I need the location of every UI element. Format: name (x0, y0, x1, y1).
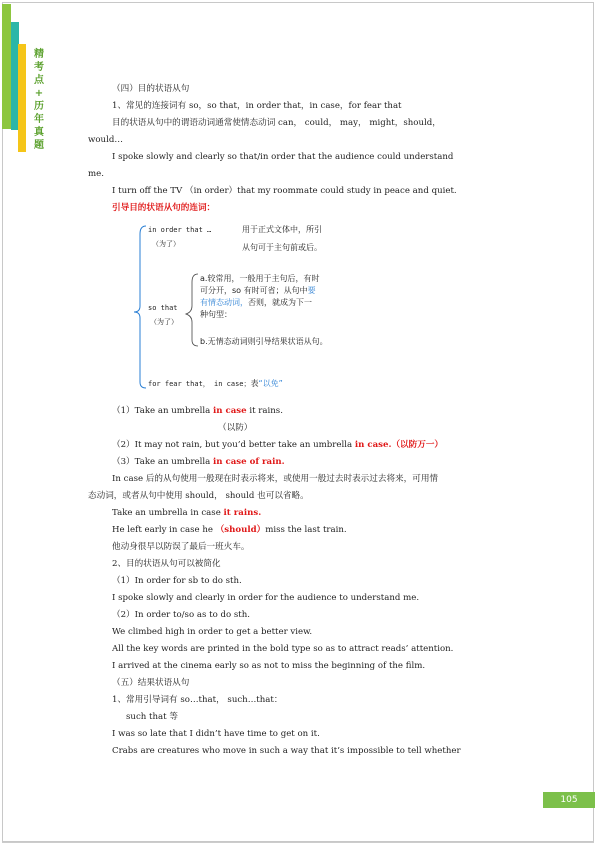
text-line: （1）In order for sb to do sth. (112, 576, 242, 586)
text-line: All the key words are printed in the bold type so as to attract reads’ attention. (112, 644, 454, 654)
in-order-that-label: in order that … (148, 226, 212, 234)
text-line: 1、常见的连接词有 so，so that，in order that，in case，for fear that (112, 101, 402, 111)
decor-bar-yellow (18, 44, 26, 152)
side-title-char: 真 (34, 127, 44, 138)
so-that-note-a: 种句型： (200, 310, 232, 319)
so-that-note-a: 可分开，so 有时可省；从句中要 (200, 286, 316, 295)
text-line: In case 后的从句使用一般现在时表示将来，或使用一般过去时表示过去将来，可用情 (112, 474, 439, 484)
text-line: me. (88, 169, 104, 179)
text-line: Take an umbrella in case it rains. (112, 508, 262, 518)
text-line: 他动身很早以防误了最后一班火车。 (112, 542, 250, 552)
red-heading: 引导目的状语从句的连词： (112, 203, 216, 213)
text-line: Crabs are creatures who move in such a way that it’s impossible to tell whether (112, 746, 461, 756)
in-order-that-cn: （为了） (152, 240, 180, 248)
text-line: 目的状语从句中的谓语动词通常使情态动词 can， could， may， might，should， (112, 118, 441, 128)
section-heading-4: （四）目的状语从句 (112, 84, 190, 94)
text-line: （2）In order to/so as to do sth. (112, 610, 251, 620)
bottom-rule (2, 842, 594, 843)
example-1: （1）Take an umbrella in case it rains. (112, 406, 283, 416)
text-line: I spoke slowly and clearly in order for the audience to understand me. (112, 593, 420, 603)
page-number: 105 (543, 792, 595, 808)
side-title-char: 题 (34, 140, 44, 151)
text-line: I turn off the TV （in order）that my roommate could study in peace and quiet. (112, 186, 457, 196)
text-line: such that 等 (126, 712, 178, 722)
so-that-note-b: b.无情态动词则引导结果状语从句。 (200, 337, 328, 346)
in-order-that-note: 从句可于主句前或后。 (242, 243, 322, 252)
so-that-label: so that (148, 304, 178, 312)
text-line: He left early in case he （should）miss the last train. (112, 525, 347, 535)
so-that-note-a: 有情态动词，否则，就成为下一 (200, 298, 312, 307)
side-title-char: + (34, 88, 44, 99)
text-line: 态动词，或者从句中使用 should， should 也可以省略。 (88, 491, 309, 501)
conjunction-diagram (130, 222, 410, 397)
so-that-cn: （为了） (150, 318, 178, 326)
for-fear-that-label: for fear that， in case；表“以免” (148, 379, 283, 388)
decor-bar-green (2, 4, 11, 129)
side-title-char: 年 (34, 114, 44, 125)
text-line: We climbed high in order to get a better view. (112, 627, 313, 637)
example-1-note: （以防） (218, 423, 253, 433)
side-title-char: 考 (34, 62, 44, 73)
text-line: would… (88, 135, 123, 145)
so-that-note-a: a.较常用，一般用于主句后，有时 (200, 274, 320, 283)
text-line: I was so late that I didn’t have time to get on it. (112, 729, 320, 739)
side-title-char: 点 (34, 75, 44, 86)
text-line: I spoke slowly and clearly so that/in order that the audience could understand (112, 152, 454, 162)
side-title (32, 48, 46, 152)
in-order-that-note: 用于正式文体中，所引 (242, 225, 322, 234)
example-2: （2）It may not rain, but you’d better take an umbrella in case.（以防万一） (112, 440, 444, 450)
side-title-char: 精 (34, 49, 44, 60)
text-line: 1、常用引导词有 so…that， such…that： (112, 695, 283, 705)
text-line: I arrived at the cinema early so as not to miss the beginning of the film. (112, 661, 426, 671)
subsection-heading: 2、目的状语从句可以被简化 (112, 559, 221, 569)
section-heading-5: （五）结果状语从句 (112, 678, 190, 688)
example-3: （3）Take an umbrella in case of rain. (112, 457, 285, 467)
side-title-char: 历 (34, 101, 44, 112)
